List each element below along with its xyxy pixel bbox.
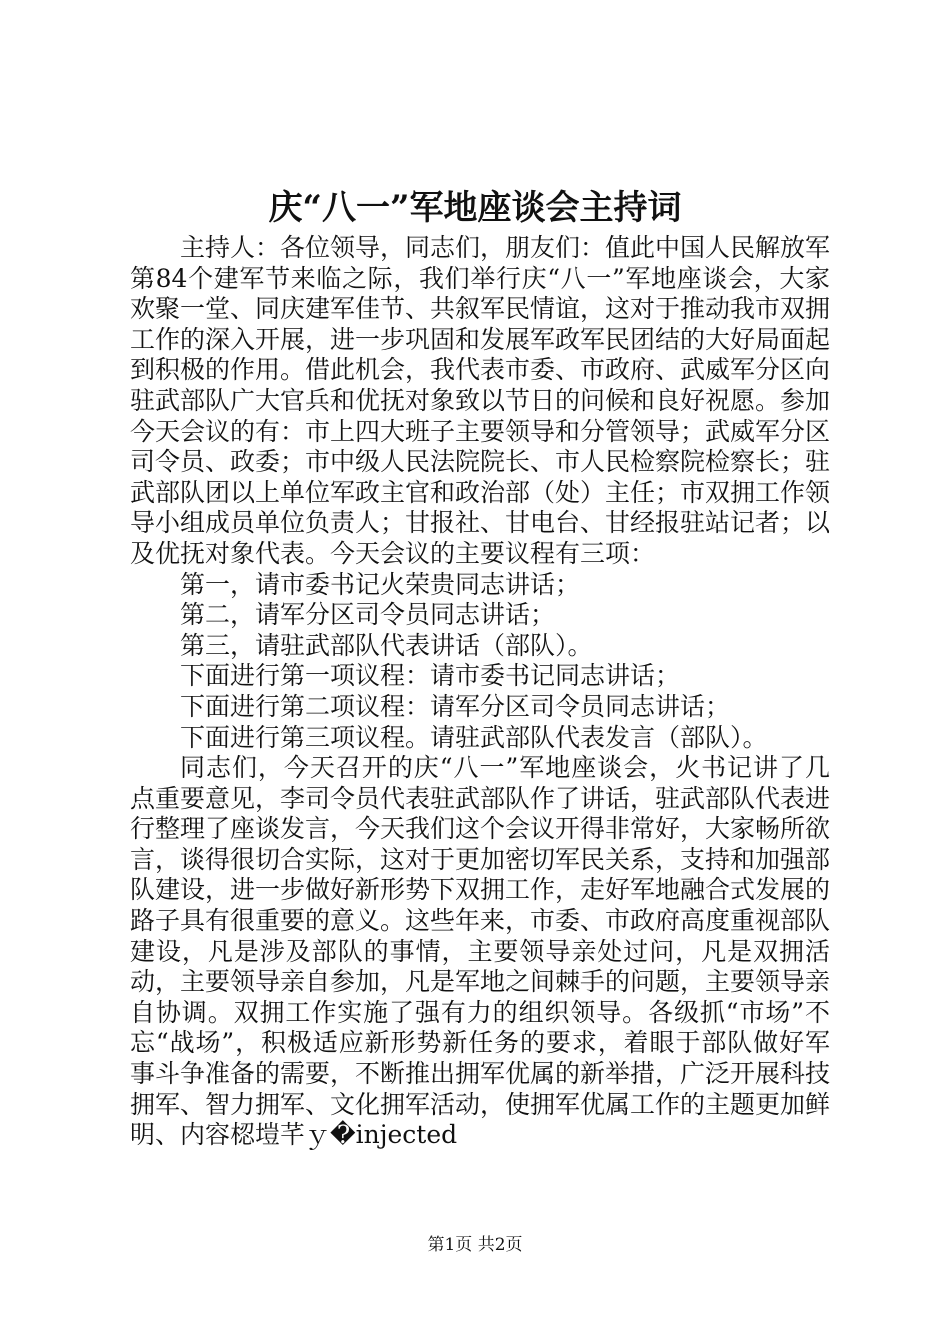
agenda-item-1: 第一，请市委书记火荣贵同志讲话；: [180, 569, 581, 599]
agenda-step-3: 下面进行第三项议程。请驻武部队代表发言（部队）。: [180, 722, 768, 752]
agenda-item-2: 第二，请军分区司令员同志讲话；: [180, 600, 556, 630]
paragraph-closing: 同志们，今天召开的庆“八一”军地座谈会，火书记讲了几点重要意见，李司令员代表驻武部队作了讲话，驻武部队代表进行整理了座谈发言，今天我们这个会议开得非常好，大家畅所欲言，谈得很切合实际，这对于更加密切军民关系，支持和加强部队建设，进一步做好新形势下双拥工作，走好军地融合式发展的路子具有很重要的意义。这些年来，市委、市政府高度重视部队建设，凡是涉及部队的事情，主要领导亲处过问，凡是双拥活动，主要领导亲自参加，凡是军地之间棘手的问题，主要领导亲自协调。双拥工作实施了强有力的组织领导。各级抓“市场”不忘“战场”，积极适应新形势新任务的要求，着眼于部队做好军事斗争准备的需要，不断推出拥军优属的新举措，广泛开展科技拥军、智力拥军、文化拥军活动，使拥军优属工作的主题更加鲜明、内容梕塏芊ｙ�injected: [130, 753, 831, 1150]
agenda-step-2: 下面进行第二项议程：请军分区司令员同志讲话；: [180, 691, 731, 721]
document-title: 庆“八一”军地座谈会主持词: [268, 188, 682, 228]
page-number: 第1页: [427, 1235, 473, 1255]
page-total: 共2页: [477, 1235, 523, 1255]
document-body: [130, 233, 830, 1151]
agenda-item-3: 第三，请驻武部队代表讲话（部队）。: [180, 630, 593, 660]
agenda-step-1: 下面进行第一项议程：请市委书记同志讲话；: [180, 661, 681, 691]
page-footer: [0, 1234, 950, 1256]
paragraph-opening: 主持人：各位领导，同志们，朋友们：值此中国人民解放军第84个建军节来临之际，我们举行庆“八一”军地座谈会，大家欢聚一堂、同庆建军佳节、共叙军民情谊，这对于推动我市双拥工作的深入开展，进一步巩固和发展军政军民团结的大好局面起到积极的作用。借此机会，我代表市委、市政府、武威军分区向驻武部队广大官兵和优抚对象致以节日的问候和良好祝愿。参加今天会议的有：市上四大班子主要领导和分管领导；武威军分区司令员、政委；市中级人民法院院长、市人民检察院检察长；驻武部队团以上单位军政主官和政治部（处）主任；市双拥工作领导小组成员单位负责人；甘报社、甘电台、甘经报驻站记者；以及优抚对象代表。今天会议的主要议程有三项：: [130, 233, 831, 568]
